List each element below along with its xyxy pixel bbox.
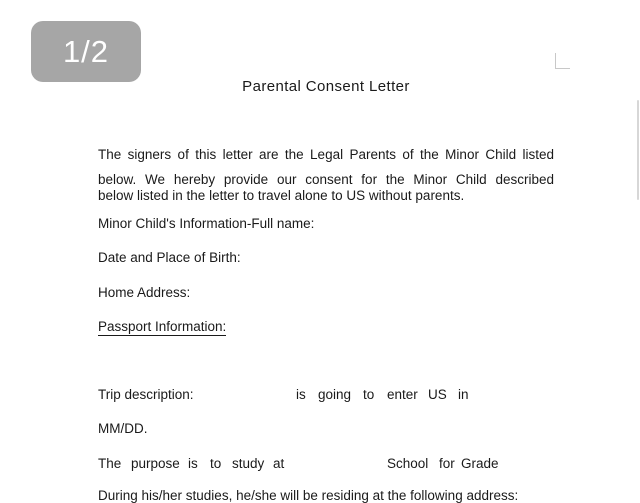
intro-line-1: The signers of this letter are the Legal Parents of the Minor Child listed xyxy=(98,147,554,162)
trip-word: is xyxy=(296,387,306,402)
purpose-word: for xyxy=(439,456,455,471)
passport-label xyxy=(98,319,226,334)
purpose-word: at xyxy=(273,456,285,471)
passport-label-text: Passport Information: xyxy=(98,319,227,334)
document-title: Parental Consent Letter xyxy=(242,78,410,95)
scrollbar-thumb[interactable] xyxy=(637,100,639,200)
trip-word: to xyxy=(363,387,375,402)
page-indicator-text: 1/2 xyxy=(62,33,110,69)
purpose-word: purpose xyxy=(131,456,180,471)
scrollbar[interactable] xyxy=(636,0,640,498)
birth-label: Date and Place of Birth: xyxy=(98,250,241,265)
trip-label: Trip description: xyxy=(98,387,194,402)
purpose-word: School xyxy=(387,456,429,471)
purpose-word: to xyxy=(210,456,222,471)
residing-line: During his/her studies, he/she will be residing at the following address: xyxy=(98,488,519,503)
address-label: Home Address: xyxy=(98,285,191,300)
purpose-word: The xyxy=(98,456,122,471)
trip-word: in xyxy=(458,387,469,402)
trip-word: going xyxy=(318,387,352,402)
purpose-word: is xyxy=(188,456,198,471)
intro-line-2: below. We hereby provide our consent for the Minor Child described xyxy=(98,172,554,187)
trip-date: MM/DD. xyxy=(98,421,148,436)
intro-line-3: below listed in the letter to travel alone to US without parents. xyxy=(98,188,465,203)
purpose-word: Grade xyxy=(461,456,499,471)
purpose-word: study xyxy=(232,456,265,471)
trip-word: US xyxy=(428,387,447,402)
page-indicator-badge xyxy=(31,21,141,82)
minor-info-label: Minor Child's Information-Full name: xyxy=(98,216,315,231)
trip-word: enter xyxy=(387,387,418,402)
crop-corner-icon xyxy=(555,53,570,69)
